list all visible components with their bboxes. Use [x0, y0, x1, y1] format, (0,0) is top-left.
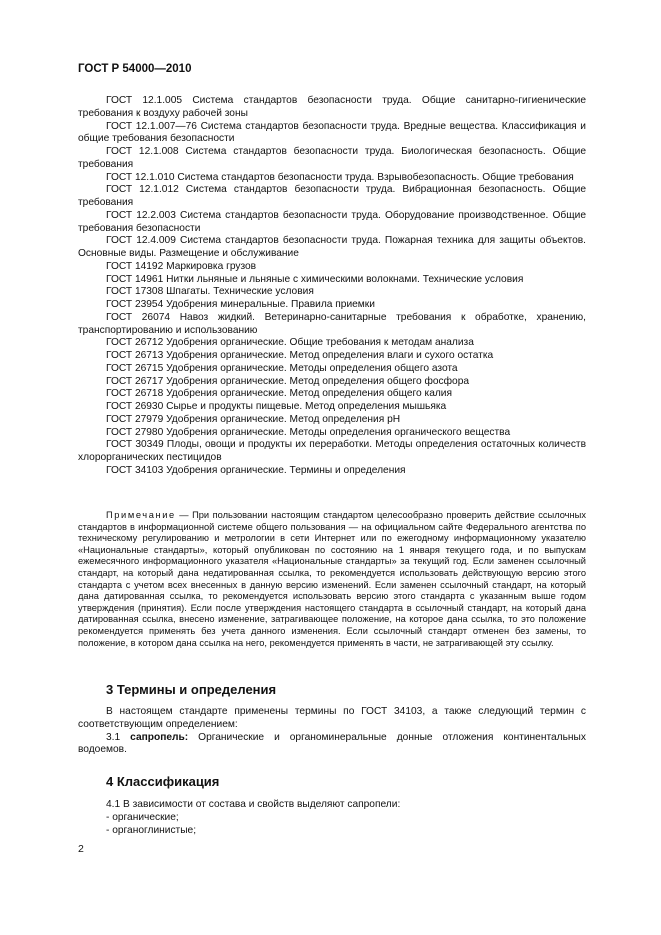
reference-item: ГОСТ 12.1.010 Система стандартов безопасности труда. Взрывобезопасность. Общие требования — [106, 171, 574, 183]
reference-item: ГОСТ 26930 Сырье и продукты пищевые. Метод определения мышьяка — [106, 401, 447, 412]
list-item: - органические; — [106, 811, 179, 823]
reference-item: ГОСТ 30349 Плоды, овощи и продукты их переработки. Методы определения остаточных количеств хлорорганических пестицидов — [78, 439, 586, 463]
note-text: — При пользовании настоящим стандартом целесообразно проверить действие ссылочных стандартов в информационной системе общего пользования — на официальном сайте Федерального агентства по техническому регулированию и метрологии в сети Интернет или по ежегодному информационному указателю «Национальные стандарты», который опубликован по состоянию на 1 января текущего года, и по выпускам ежемесячного информационного указателя «Национальные стандарты» за текущий год. Если заменен ссылочный стандарт, на который дана недатированная ссылка, то рекомендуется использовать действующую версию этого стандарта с учетом всех внесенных в данную версию изменений. Если заменен ссылочный стандарт, на который дана датированная ссылка, то рекомендуется использовать версию этого стандарта с указанным выше годом утверждения (принятия). Если после утверждения настоящего стандарта в ссылочный стандарт, на который дана датированная ссылка, внесено изменение, затрагивающее положение, на которое дана ссылка, то это положение рекомендуется применять без учета данного изменения. Если ссылочный стандарт отменен без замены, то положение, в котором дана ссылка на него, рекомендуется применять в части, не затрагивающей эту ссылку. — [78, 510, 586, 648]
section-4-heading: 4 Классификация — [106, 774, 220, 789]
reference-item: ГОСТ 12.1.007—76 Система стандартов безопасности труда. Вредные вещества. Классификация и общие требования безопасности — [78, 120, 586, 145]
reference-item: ГОСТ 26718 Удобрения органические. Метод определения общего калия — [106, 388, 453, 400]
reference-item: ГОСТ 12.4.009 Система стандартов безопасности труда. Пожарная техника для защиты объектов. Основные виды. Размещение и обслуживание — [78, 235, 586, 259]
reference-item: ГОСТ 12.1.012 Система стандартов безопасности труда. Вибрационная безопасность. Общие требования — [78, 184, 586, 208]
term-name: сапропель: — [130, 731, 189, 743]
note-label: Примечание — [106, 510, 176, 520]
reference-item: ГОСТ 26712 Удобрения органические. Общие требования к методам анализа — [106, 337, 474, 349]
reference-item: ГОСТ 26713 Удобрения органические. Метод определения влаги и сухого остатка — [106, 350, 494, 361]
reference-item: ГОСТ 23954 Удобрения минеральные. Правила приемки — [106, 299, 375, 310]
reference-item: ГОСТ 14961 Нитки льняные и льняные с химическими волокнами. Технические условия — [106, 273, 524, 285]
term-number: 3.1 — [106, 731, 121, 743]
reference-item: ГОСТ 26715 Удобрения органические. Методы определения общего азота — [106, 362, 458, 374]
section-4-body — [78, 799, 586, 837]
term-definition-text: Органические и органоминеральные донные отложения континентальных водоемов. — [78, 731, 586, 756]
references-note — [78, 510, 586, 649]
reference-item: ГОСТ 12.1.008 Система стандартов безопасности труда. Биологическая безопасность. Общие требования — [78, 146, 586, 170]
reference-item: ГОСТ 27979 Удобрения органические. Метод определения pH — [106, 413, 401, 425]
reference-item: ГОСТ 14192 Маркировка грузов — [106, 260, 257, 272]
page-number: 2 — [78, 843, 84, 855]
list-item: - органоглинистые; — [106, 824, 197, 836]
reference-item: ГОСТ 26074 Навоз жидкий. Ветеринарно-санитарные требования к обработке, хранению, транспортированию и использованию — [78, 311, 586, 336]
normative-references-list — [78, 95, 586, 478]
reference-item: ГОСТ 12.2.003 Система стандартов безопасности труда. Оборудование производственное. Общие требования безопасности — [78, 209, 586, 234]
section-3-body — [78, 706, 586, 757]
section-3-heading: 3 Термины и определения — [106, 682, 277, 697]
document-header: ГОСТ Р 54000—2010 — [78, 63, 192, 75]
reference-item: ГОСТ 34103 Удобрения органические. Термины и определения — [106, 464, 406, 476]
reference-item: ГОСТ 12.1.005 Система стандартов безопасности труда. Общие санитарно-гигиенические требования к воздуху рабочей зоны — [78, 95, 586, 119]
reference-item: ГОСТ 27980 Удобрения органические. Методы определения органического вещества — [106, 426, 511, 438]
section-3-intro: В настоящем стандарте применены термины по ГОСТ 34103, а также следующий термин с соответствующим определением: — [78, 706, 586, 730]
reference-item: ГОСТ 17308 Шпагаты. Технические условия — [106, 286, 314, 298]
term-definition — [78, 732, 586, 758]
reference-item: ГОСТ 26717 Удобрения органические. Метод определения общего фосфора — [106, 375, 470, 387]
clause-4-1: 4.1 В зависимости от состава и свойств выделяют сапропели: — [106, 799, 401, 810]
